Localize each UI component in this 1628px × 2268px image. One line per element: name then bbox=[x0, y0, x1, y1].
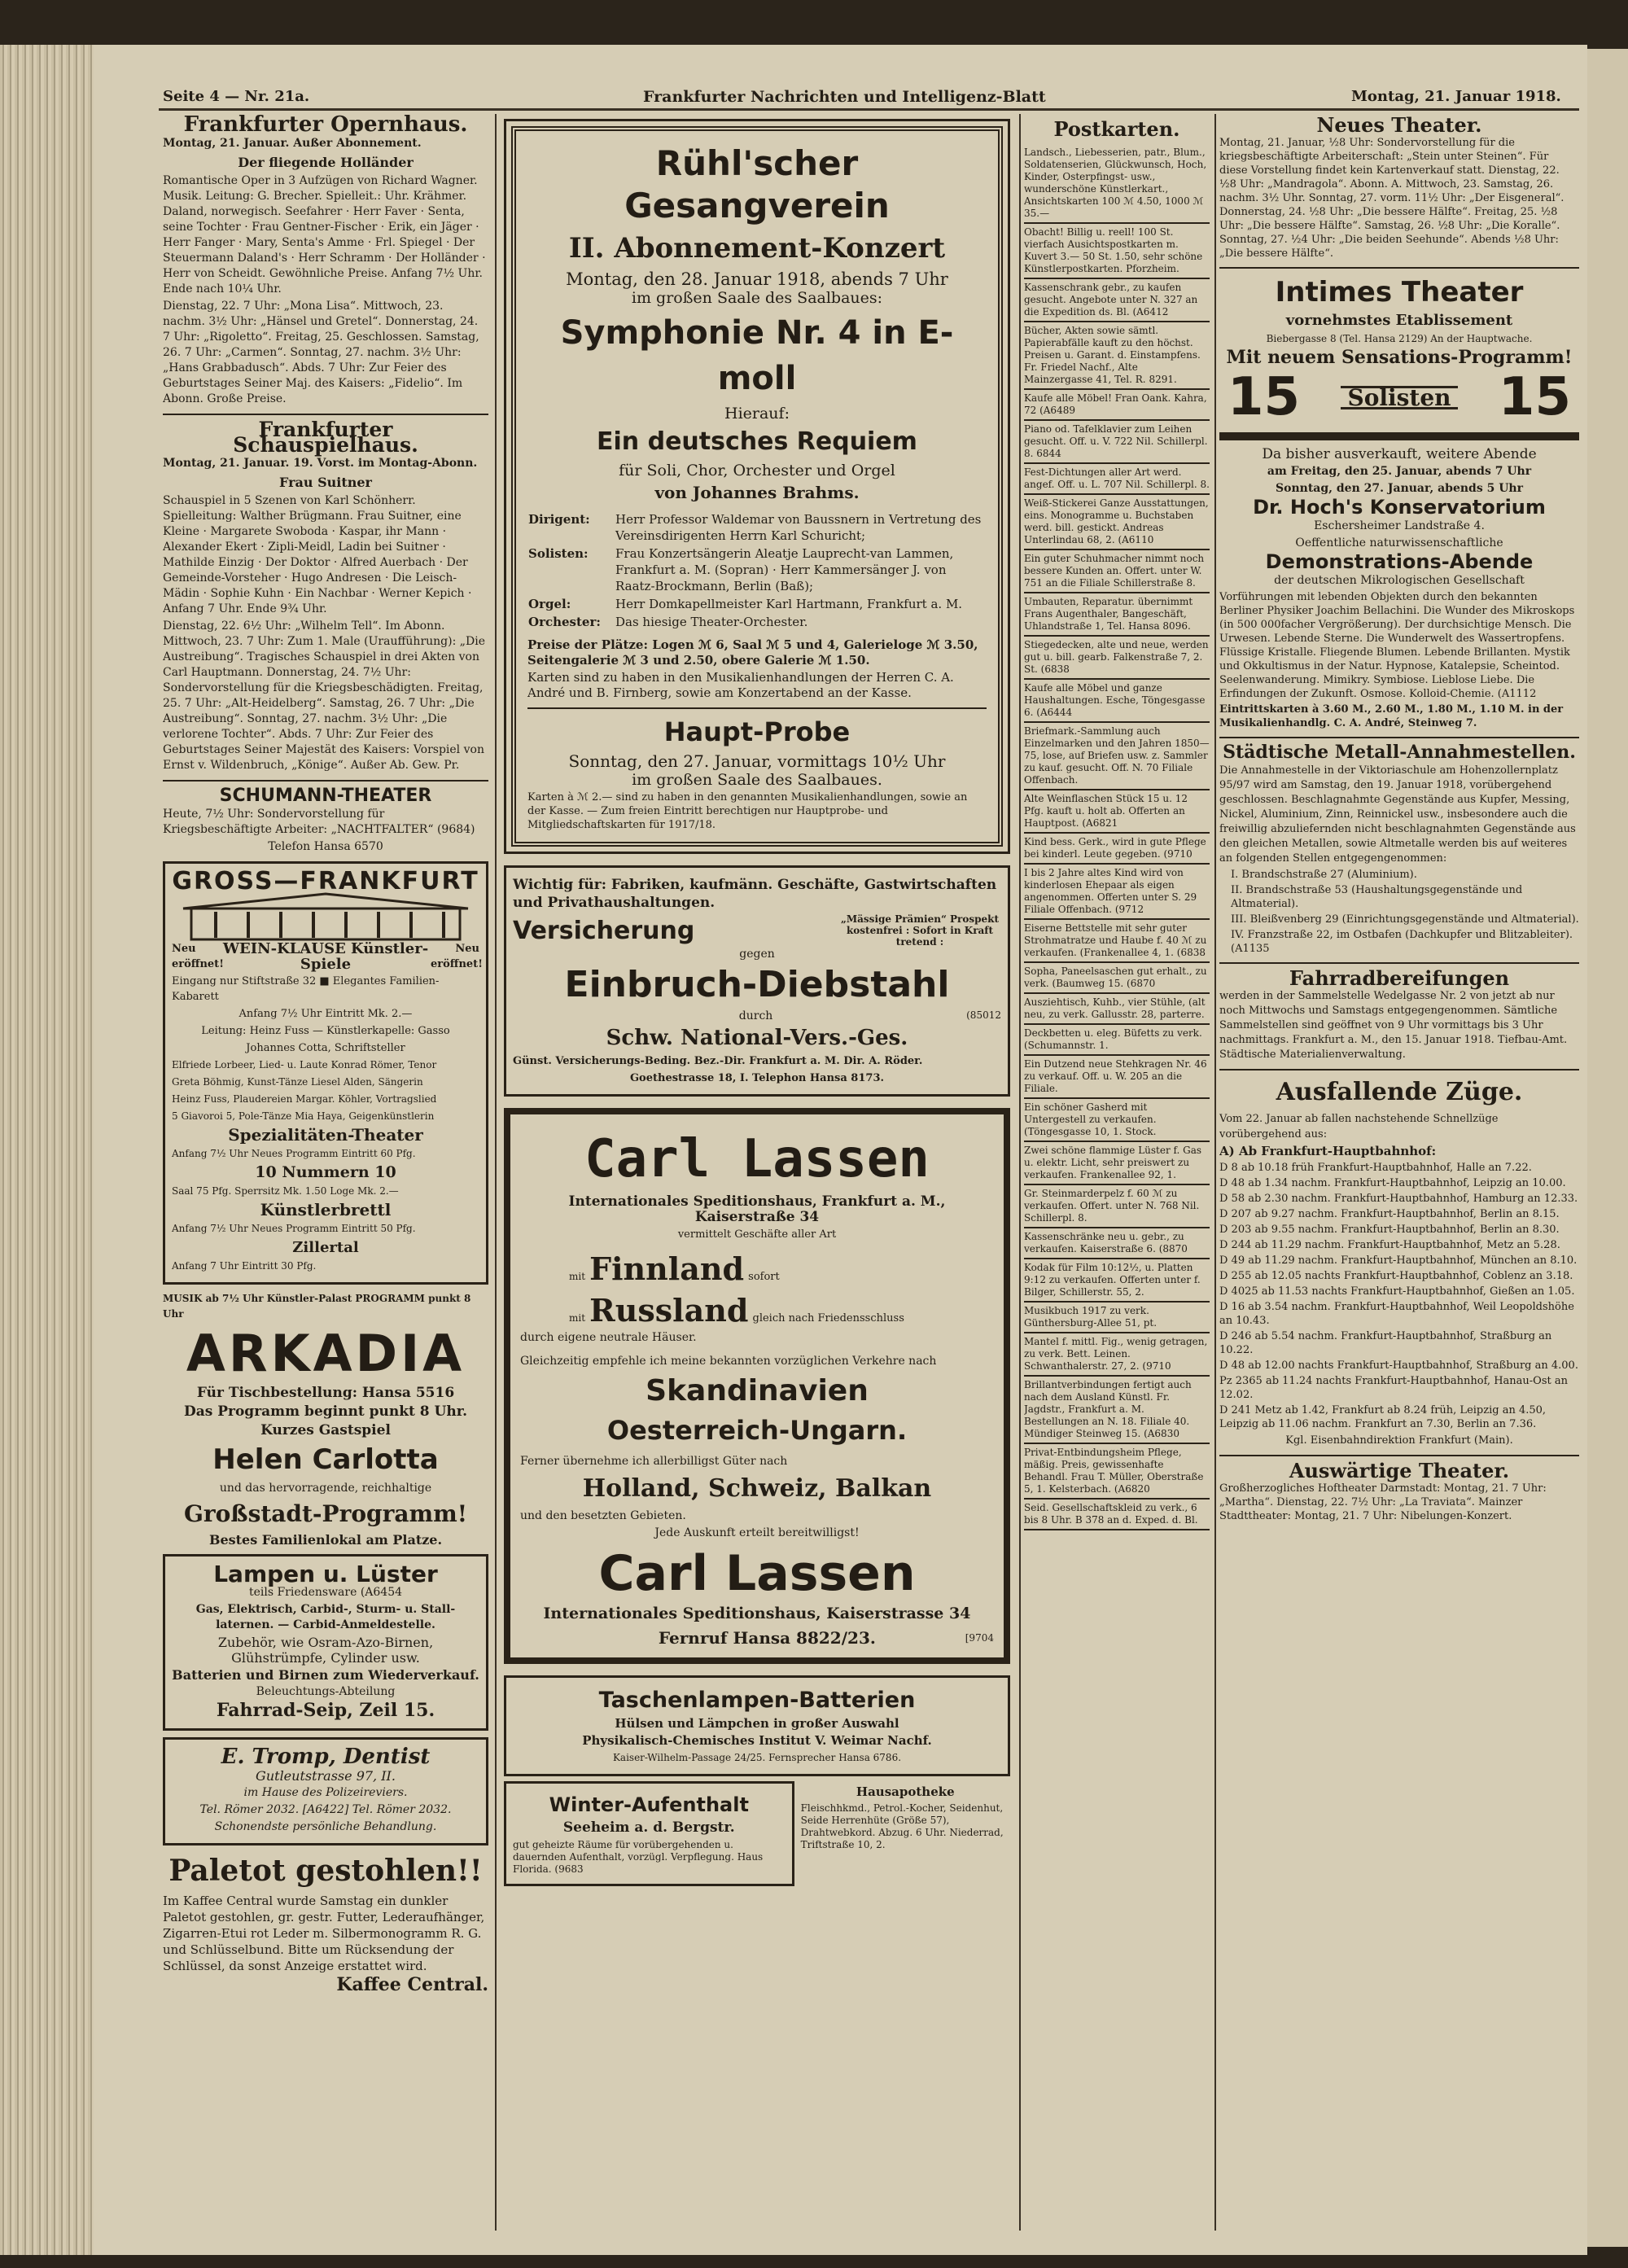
intimes-address: Biebergasse 8 (Tel. Hansa 2129) An der Hauptwache. bbox=[1266, 333, 1533, 344]
ruehl-prices: Preise der Plätze: Logen ℳ 6, Saal ℳ 5 und 4, Galerieloge ℳ 3.50, Seitengalerie ℳ 3 und 2.50, obere Galerie ℳ 1.50. bbox=[527, 637, 978, 668]
classified-ad: I bis 2 Jahre altes Kind wird von kinderlosen Ehepaar als eigen angenommen. Offerten unter S. 29 Filiale Offenbach. (9712 bbox=[1024, 865, 1210, 920]
schumann-text: Heute, 7½ Uhr: Sondervorstellung für Kriegsbeschäftigte Arbeiter: „NACHTFALTER“ (9684) bbox=[163, 808, 475, 836]
ruehl-role: Orchester: bbox=[528, 615, 601, 629]
kb-line: Anfang 7 Uhr Eintritt 30 Pfg. bbox=[172, 1260, 317, 1272]
ruehl-ad bbox=[511, 126, 1003, 847]
book-edge bbox=[0, 45, 98, 2255]
black-rule bbox=[1219, 432, 1579, 440]
fahrrad-title: Fahrradbereifungen bbox=[1289, 966, 1510, 990]
gross-line: Greta Böhmig, Kunst-Tänze Liesel Alden, Sängerin bbox=[172, 1076, 423, 1088]
opera-play: Der fliegende Holländer bbox=[238, 155, 414, 170]
gross-line: Eingang nur Stiftstraße 32 ■ Elegantes Familien-Kabarett bbox=[172, 975, 440, 1003]
lassen-jede: Jede Auskunft erteilt bereitwilligst! bbox=[654, 1526, 860, 1539]
vers-company: Schw. National-Vers.-Ges. bbox=[606, 1026, 908, 1050]
zuege-intro: Vom 22. Januar ab fallen nachstehende Schnellzüge vorübergehend aus: bbox=[1219, 1113, 1499, 1141]
ruehl-hierauf: Hierauf: bbox=[724, 405, 790, 423]
train-entry: D 58 ab 2.30 nachm. Frankfurt-Hauptbahnhof, Hamburg an 12.33. bbox=[1219, 1193, 1578, 1205]
paletot-sign: Kaffee Central. bbox=[336, 1974, 488, 1995]
lampen-line: Zubehör, wie Osram-Azo-Birnen, Glühstrümpfe, Cylinder usw. bbox=[217, 1635, 434, 1666]
divider bbox=[1219, 267, 1579, 269]
lassen-mit: mit bbox=[569, 1271, 586, 1282]
hoch-price: Eintrittskarten à 3.60 M., 2.60 M., 1.80 M., 1.10 M. in der Musikalienhandlg. C. A. André, Steinweg 7. bbox=[1219, 703, 1564, 729]
intimes-solisten: Solisten bbox=[1341, 386, 1457, 409]
classified-ad: Kassenschrank gebr., zu kaufen gesucht. Angebote unter N. 327 an die Expedition ds. Bl. (A6412 bbox=[1024, 279, 1210, 322]
lassen-code: [9704 bbox=[965, 1632, 994, 1644]
lassen-russland: Russland bbox=[589, 1292, 749, 1329]
opera-week: Dienstag, 22. 7 Uhr: „Mona Lisa“. Mittwoch, 23. nachm. 3½ Uhr: „Hänsel und Gretel“. Donnerstag, 24. 7 Uhr: „Rigoletto“. Freitag, 25. Geschlossen. Samstag, 26. 7 Uhr: „Carmen“. Sonntag, 27. nachm. 3½ Uhr: „Hans Grabbadusch“. Abds. 7 Uhr: Zur Feier des Geburtstages Seiner Maj. des Kaisers: „Fidelio“. Im Abonn. Große Preise. bbox=[163, 300, 479, 405]
metall-title: Städtische Metall-Annahmestellen. bbox=[1223, 742, 1576, 763]
classified-ad: Piano od. Tafelklavier zum Leihen gesucht. Off. u. V. 722 Nil. Schillerpl. 8. 6844 bbox=[1024, 421, 1210, 464]
arkadia-line: und das hervorragende, reichhaltige bbox=[219, 1482, 432, 1495]
hausapotheke-ad bbox=[801, 1781, 1010, 1886]
arkadia-line: Bestes Familienlokal am Platze. bbox=[208, 1532, 443, 1548]
intimes-num-right: 15 bbox=[1498, 367, 1571, 427]
metall-text: Die Annahmestelle in der Viktoriaschule am Hohenzollernplatz 95/97 wird am Samstag, den 19. Januar 1918, vorübergehend geschlossen. Beschlagnahmte Gegenstände aus Kupfer, Messing, Nickel, Aluminium, Zinn, Reinnickel usw., insbesondere auch die freiwillig abzuliefernden nicht beschlagnahmten Gegenstände aus den gleichen Metallen, sowie Altmetalle werden bis auf weiteres an folgenden Stellen entgegengenommen: bbox=[1219, 764, 1576, 865]
train-entry: D 244 ab 11.29 nachm. Frankfurt-Hauptbahnhof, Metz an 5.28. bbox=[1219, 1239, 1560, 1251]
gross-new-right: Neu eröffnet! bbox=[431, 943, 483, 970]
kuenstlerbrettl-title: Künstlerbrettl bbox=[260, 1200, 392, 1219]
train-entry: Pz 2365 ab 11.24 nachts Frankfurt-Hauptbahnhof, Hanau-Ost an 12.02. bbox=[1219, 1375, 1568, 1401]
schauspiel-week: Dienstag, 22. 6½ Uhr: „Wilhelm Tell“. Im Abonn. Mittwoch, 23. 7 Uhr: Zum 1. Male (Uraufführung): „Die Austreibung“. Tragisches Schauspiel in drei Akten von Carl Hauptmann. Donnerstag, 24. 7½ Uhr: Sondervorstellung für die Kriegsbeschädigten. Freitag, 25. 7 Uhr: „Alt-Heidelberg“. Samstag, 26. 7 Uhr: „Die Austreibung“. Sonntag, 27. nachm. 3½ Uhr: „Die verlorene Tochter“. Abds. 7 Uhr: Zur Feier des Geburtstages Seiner Majestät des Kaisers: Vorspiel von Ernst v. Wildenbruch, „Könige“. Außer Ab. Gew. Pr. bbox=[163, 620, 486, 772]
probe-date: Sonntag, den 27. Januar, vormittags 10½ Uhr bbox=[568, 751, 946, 771]
classified-ad: Mantel f. mittl. Fig., wenig getragen, zu verk. Bett. Leinen. Schwanthalerstr. 27, 2. (9710 bbox=[1024, 1333, 1210, 1377]
page-number: Seite 4 — Nr. 21a. bbox=[163, 88, 310, 105]
gross-main: WEIN-KLAUSE Künstler-Spiele bbox=[222, 940, 429, 973]
winter-ad bbox=[504, 1781, 794, 1886]
paletot-title: Paletot gestohlen!! bbox=[168, 1854, 483, 1888]
ruehl-person: Herr Professor Waldemar von Baussnern in Vertretung des Vereinsdirigenten Herrn Karl Schuricht; bbox=[615, 512, 982, 543]
arkadia-top: MUSIK ab 7½ Uhr Künstler-Palast PROGRAMM punkt 8 Uhr bbox=[163, 1293, 471, 1320]
train-entry: D 48 ab 1.34 nachm. Frankfurt-Hauptbahnhof, Leipzig an 10.00. bbox=[1219, 1177, 1566, 1189]
hoch-text-1: Da bisher ausverkauft, weitere Abende bbox=[1262, 446, 1537, 462]
classified-ad: Kind bess. Gerk., wird in gute Pflege bei kinderl. Leute gegeben. (9710 bbox=[1024, 834, 1210, 865]
probe-text: Karten à ℳ 2.— sind zu haben in den genannten Musikalienhandlungen, sowie an der Kasse. — Zum freien Eintritt berechtigen nur Hauptprobe- und Mitgliedschaftskarten für 1917/18. bbox=[527, 791, 968, 831]
ruehl-tickets: Karten sind zu haben in den Musikalienhandlungen der Herren C. A. André und B. Firnberg, sowie am Konzertabend an der Kasse. bbox=[527, 670, 954, 700]
classified-ad: Sopha, Paneelsaschen gut erhalt., zu verk. (Baumweg 15. (6870 bbox=[1024, 963, 1210, 994]
arkadia-line: Großstadt-Programm! bbox=[183, 1500, 468, 1527]
train-entry: D 241 Metz ab 1.42, Frankfurt ab 8.24 früh, Leipzig an 4.50, Leipzig ab 11.06 nachm. Frankfurt an 7.30, Berlin an 7.36. bbox=[1219, 1404, 1547, 1430]
train-entry: D 16 ab 3.54 nachm. Frankfurt-Hauptbahnhof, Weil Leopoldshöhe an 10.43. bbox=[1219, 1301, 1574, 1327]
classified-ad: Brillantverbindungen fertigt auch nach dem Ausland Künstl. Fr. Jagdstr., Frankfurt a. M. Bestellungen an N. 18. Filiale 40. Mündiger Steinweg 15. (A6830 bbox=[1024, 1377, 1210, 1444]
zuege-list bbox=[1219, 1161, 1579, 1431]
paper-title: Frankfurter Nachrichten und Intelligenz-Blatt bbox=[643, 88, 1046, 106]
schauspiel-text: Schauspiel in 5 Szenen von Karl Schönherr. Spielleitung: Walther Brügmann. Frau Suitner, eine Kleine · Margarete Swoboda · Kaspar, ihr Mann · Alexander Ekert · Zipli-Meidl, Ladin bei Suitner · Mathilde Einzig · Der Doktor · Alfred Auerbach · Der Gemeinde-Vorsteher · Hugo Andresen · Die Leisch-Mädin · Sophie Kuhn · Ein Nachbar · Werner Kepich · Anfang 7 Uhr. Ende 9¾ Uhr. bbox=[163, 494, 472, 615]
column-1 bbox=[163, 114, 488, 2231]
gross-line: 5 Giavoroi 5, Pole-Tänze Mia Haya, Geigenkünstlerin bbox=[172, 1110, 435, 1122]
column-2 bbox=[501, 114, 1013, 2231]
hoch-oeff: Oeffentliche naturwissenschaftliche bbox=[1295, 536, 1503, 549]
classified-ad: Eiserne Bettstelle mit sehr guter Strohmatratze und Haube f. 40 ℳ zu verkaufen. (Frankenallee 4, 1. (6838 bbox=[1024, 920, 1210, 963]
lassen-und: und den besetzten Gebieten. bbox=[520, 1509, 686, 1522]
ruehl-role: Solisten: bbox=[528, 546, 589, 561]
intimes-prog: Mit neuem Sensations-Programm! bbox=[1226, 347, 1573, 368]
divider bbox=[163, 414, 488, 415]
ruehl-for: für Soli, Chor, Orchester und Orgel bbox=[619, 462, 895, 479]
lassen-mit: mit bbox=[569, 1312, 586, 1324]
schauspiel-title: Frankfurter Schauspielhaus. bbox=[233, 418, 418, 457]
train-entry: D 48 ab 12.00 nachts Frankfurt-Hauptbahnhof, Straßburg an 4.00. bbox=[1219, 1359, 1578, 1372]
ruehl-title: Rühl'scher Gesangverein bbox=[624, 143, 890, 225]
divider bbox=[527, 707, 987, 709]
lassen-ad bbox=[504, 1108, 1010, 1664]
gross-line: Anfang 7½ Uhr Eintritt Mk. 2.— bbox=[239, 1008, 413, 1020]
postkarten-title: Postkarten. bbox=[1053, 117, 1180, 141]
vers-gegen: gegen bbox=[739, 948, 775, 961]
schumann-title: SCHUMANN-THEATER bbox=[219, 786, 432, 806]
classified-ad: Ein schöner Gasherd mit Untergestell zu verkaufen. (Töngesgasse 10, 1. Stock. bbox=[1024, 1099, 1210, 1142]
gross-line: Heinz Fuss, Plaudereien Margar. Köhler, Vortragslied bbox=[172, 1093, 437, 1105]
column-4 bbox=[1219, 114, 1579, 2231]
lampen-title: Lampen u. Lüster bbox=[213, 1561, 438, 1587]
auswaertige-title: Auswärtige Theater. bbox=[1289, 1459, 1510, 1482]
zuege-sub: A) Ab Frankfurt-Hauptbahnhof: bbox=[1219, 1144, 1437, 1158]
classified-ad: Seid. Gesellschaftskleid zu verk., 6 bis 8 Uhr. B 378 an d. Exped. d. Bl. bbox=[1024, 1500, 1210, 1530]
gross-line: Elfriede Lorbeer, Lied- u. Laute Konrad Römer, Tenor bbox=[172, 1059, 437, 1071]
ruehl-ad-frame bbox=[504, 119, 1010, 854]
arkadia-line: Helen Carlotta bbox=[212, 1443, 439, 1476]
vers-durch: durch bbox=[738, 1009, 773, 1022]
lampen-line: Beleuchtungs-Abteilung bbox=[256, 1685, 396, 1698]
neues-theater-title: Neues Theater. bbox=[1316, 114, 1482, 137]
winter-place: Seeheim a. d. Bergstr. bbox=[562, 1819, 735, 1836]
tasch-title: Taschenlampen-Batterien bbox=[598, 1688, 916, 1713]
tromp-line: Tel. Römer 2032. [A6422] Tel. Römer 2032. bbox=[199, 1803, 452, 1816]
winter-text: gut geheizte Räume für vorübergehenden u. dauernden Aufenthalt, vorzügl. Verpflegung. Haus Florida. (9683 bbox=[513, 1839, 764, 1875]
opera-title: Frankfurter Opernhaus. bbox=[183, 114, 468, 137]
classified-ad: Gr. Steinmarderpelz f. 60 ℳ zu verkaufen. Offert. unter N. 768 Nil. Schillerpl. 8. bbox=[1024, 1185, 1210, 1228]
lampen-ad bbox=[163, 1554, 488, 1731]
haus-text: Fleischhkmd., Petrol.-Kocher, Seidenhut, Seide Herrenhüte (Größe 57), Drahtwebkord. Abzug. 6 Uhr. Niederrad, Triftstraße 10, 2. bbox=[800, 1802, 1004, 1850]
metall-station: II. Brandschstraße 53 (Haushaltungsgegenstände und Altmaterial). bbox=[1231, 884, 1523, 910]
classified-ad: Kaufe alle Möbel und ganze Haushaltungen. Esche, Töngesgasse 6. (A6444 bbox=[1024, 680, 1210, 723]
haus-title: Hausapotheke bbox=[856, 1784, 955, 1799]
building-illustration bbox=[175, 892, 476, 941]
ruehl-role: Orgel: bbox=[528, 597, 571, 611]
classified-ad: Ausziehtisch, Kuhb., vier Stühle, (alt neu, zu verk. Gallusstr. 28, parterre. bbox=[1024, 994, 1210, 1025]
lassen-neutral: durch eigene neutrale Häuser. bbox=[520, 1331, 697, 1344]
gross-new-left: Neu eröffnet! bbox=[172, 943, 224, 970]
winter-title: Winter-Aufenthalt bbox=[549, 1793, 749, 1816]
lassen-phone: Fernruf Hansa 8822/23. bbox=[658, 1628, 876, 1648]
vers-address: Goethestrasse 18, I. Telephon Hansa 8173. bbox=[629, 1072, 885, 1084]
tromp-line: im Hause des Polizeireviers. bbox=[243, 1786, 408, 1799]
ruehl-person: Herr Domkapellmeister Karl Hartmann, Frankfurt a. M. bbox=[615, 597, 963, 611]
divider bbox=[1219, 1455, 1579, 1456]
tromp-title: E. Tromp, Dentist bbox=[221, 1745, 431, 1769]
train-entry: D 246 ab 5.54 nachm. Frankfurt-Hauptbahnhof, Straßburg an 10.22. bbox=[1219, 1330, 1552, 1356]
hoch-demo: Demonstrations-Abende bbox=[1265, 550, 1534, 573]
tasch-institute: Physikalisch-Chemisches Institut V. Weimar Nachf. bbox=[582, 1733, 932, 1748]
tasch-address: Kaiser-Wilhelm-Passage 24/25. Fernsprecher Hansa 6786. bbox=[612, 1752, 902, 1763]
classified-ad: Landsch., Liebesserien, patr., Blum., Soldatenserien, Glückwunsch, Hoch, Kinder, Osterpfingst- usw., wunderschöne Künstlerkart., Ansichtskarten 100 ℳ 4.50, 1000 ℳ 35.— bbox=[1024, 144, 1210, 224]
column-3 bbox=[1024, 114, 1210, 2231]
probe-place: im großen Saale des Saalbaues. bbox=[632, 771, 882, 789]
lampen-line: Batterien und Birnen zum Wiederverkauf. bbox=[172, 1667, 479, 1683]
vers-side: „Mässige Prämien“ Prospekt kostenfrei : Sofort in Kraft tretend : bbox=[840, 913, 1000, 948]
ruehl-subtitle: II. Abonnement-Konzert bbox=[568, 232, 946, 265]
classified-ad: Kassenschränke neu u. gebr., zu verkaufen. Kaiserstraße 6. (8870 bbox=[1024, 1228, 1210, 1259]
train-entry: D 4025 ab 11.53 nachts Frankfurt-Hauptbahnhof, Gießen an 1.05. bbox=[1219, 1285, 1575, 1298]
train-entry: D 203 ab 9.55 nachm. Frankfurt-Hauptbahnhof, Berlin an 8.30. bbox=[1219, 1224, 1560, 1236]
classified-ad: Stiegedecken, alte und neue, werden gut u. bill. gearb. Falkenstraße 7, 2. St. (6838 bbox=[1024, 637, 1210, 680]
ruehl-by: von Johannes Brahms. bbox=[654, 483, 860, 502]
lampen-line: teils Friedensware (A6454 bbox=[248, 1586, 403, 1599]
classified-ad: Deckbetten u. eleg. Büfetts zu verk. (Schumannstr. 1. bbox=[1024, 1025, 1210, 1056]
column-rule-2 bbox=[1019, 114, 1021, 2231]
classified-ad: Briefmark.-Sammlung auch Einzelmarken und den Jahren 1850—75, lose, auf Briefen usw. z. Sammler zu kauf. gesucht. Off. N. 70 Filiale Offenbach. bbox=[1024, 723, 1210, 790]
header-rule bbox=[159, 108, 1579, 111]
arkadia-line: Kurzes Gastspiel bbox=[260, 1422, 391, 1438]
zuege-title: Ausfallende Züge. bbox=[1276, 1078, 1523, 1106]
classified-ad: Ein guter Schuhmacher nimmt noch bessere Kunden an. Offert. unter W. 751 an die Filiale Schillerstraße 8. bbox=[1024, 550, 1210, 593]
intimes-sub: vornehmstes Etablissement bbox=[1285, 312, 1513, 329]
column-rule-1 bbox=[495, 114, 497, 2231]
tromp-line: Gutleutstrasse 97, II. bbox=[256, 1768, 396, 1784]
arkadia-line: Für Tischbestellung: Hansa 5516 bbox=[196, 1385, 455, 1401]
issue-date: Montag, 21. Januar 1918. bbox=[1351, 88, 1561, 105]
divider bbox=[1219, 962, 1579, 964]
ruehl-symphony: Symphonie Nr. 4 in E-moll bbox=[560, 314, 954, 397]
hoch-address: Eschersheimer Landstraße 4. bbox=[1314, 519, 1485, 532]
lassen-skandinavien: Skandinavien bbox=[646, 1374, 869, 1408]
classified-ad: Ein Dutzend neue Stehkragen Nr. 46 zu verkauf. Off. u. W. 205 an die Filiale. bbox=[1024, 1056, 1210, 1099]
ruehl-people bbox=[527, 510, 987, 631]
lampen-line: Fahrrad-Seip, Zeil 15. bbox=[216, 1700, 435, 1721]
tasch-text: Hülsen und Lämpchen in großer Auswahl bbox=[615, 1716, 899, 1731]
lassen-title: Carl Lassen bbox=[584, 1129, 930, 1189]
metall-station: IV. Franzstraße 22, im Ostbafen (Dachkupfer und Blitzableiter). (A1135 bbox=[1231, 929, 1573, 955]
ruehl-person: Das hiesige Theater-Orchester. bbox=[615, 615, 808, 629]
hoch-title: Dr. Hoch's Konservatorium bbox=[1253, 496, 1546, 519]
vers-num: (85012 bbox=[966, 1009, 1001, 1021]
kb-line: Anfang 7½ Uhr Neues Programm Eintritt 50 Pfg. bbox=[172, 1223, 416, 1234]
lassen-sofort: sofort bbox=[748, 1271, 780, 1283]
neues-theater-text: Montag, 21. Januar, ½8 Uhr: Sondervorstellung für die kriegsbeschäftigte Arbeiterschaft: „Stein unter Steinen“. Für diese Vorstellung findet kein Kartenverkauf statt. Dienstag, 22. ½8 Uhr: „Mandragola“. Abonn. A. Mittwoch, 23. Samstag, 26. nachm. 3½ Uhr. Sonntag, 27. vorm. 11½ Uhr: „Der Eisgeneral“. Donnerstag, 24. ½8 Uhr: „Die bessere Hälfte“. Freitag, 25. ½8 Uhr: „Die bessere Hälfte“. Samstag, 26. ½8 Uhr: „Die Koralle“. Sonntag, 27. ½4 Uhr: „Die beiden Seehunde“. Abends ½8 Uhr: „Die bessere Hälfte“. bbox=[1219, 137, 1565, 260]
lassen-hsb: Holland, Schweiz, Balkan bbox=[582, 1474, 932, 1503]
divider bbox=[163, 780, 488, 782]
gross-line: Johannes Cotta, Schriftsteller bbox=[246, 1042, 405, 1054]
arkadia-line: Das Programm beginnt punkt 8 Uhr. bbox=[183, 1403, 468, 1420]
kb-line: Zillertal bbox=[292, 1239, 359, 1256]
hoch-ges: der deutschen Mikrologischen Gesellschaft bbox=[1274, 574, 1525, 587]
gross-title: GROSS—FRANKFURT bbox=[172, 867, 479, 895]
lampen-line: Gas, Elektrisch, Carbid-, Sturm- u. Stall-laternen. — Carbid-Anmeldestelle. bbox=[195, 1603, 456, 1631]
classified-ad: Privat-Entbindungsheim Pflege, mäßig. Preis, gewissenhafte Behandl. Frau T. Müller, Oberstraße 5, 1. Kelsterbach. (A6820 bbox=[1024, 1444, 1210, 1500]
classified-ad: Fest-Dichtungen aller Art werd. angef. Off. u. L. 707 Nil. Schillerpl. 8. bbox=[1024, 464, 1210, 495]
taschenlampen-ad bbox=[504, 1675, 1010, 1776]
vers-foot: Günst. Versicherungs-Beding. Bez.-Dir. Frankfurt a. M. Dir. A. Röder. bbox=[513, 1055, 923, 1067]
intimes-title: Intimes Theater bbox=[1275, 276, 1524, 309]
metall-list bbox=[1219, 868, 1579, 956]
classified-ad: Zwei schöne flammige Lüster f. Gas u. elektr. Licht, sehr preiswert zu verkaufen. Frankenallee 92, 1. bbox=[1024, 1142, 1210, 1185]
tromp-ad bbox=[163, 1737, 488, 1845]
fahrrad-text: werden in der Sammelstelle Wedelgasse Nr. 2 von jetzt ab nur noch Mittwochs und Samstags entgegengenommen. Sämtliche Sammelstellen sind geöffnet von 9 Uhr vormittags bis 3 Uhr nachmittags. Frankfurt a. M., den 15. Januar 1918. Tiefbau-Amt. Städtische Materialienverwaltung. bbox=[1219, 990, 1568, 1061]
ruehl-person: Frau Konzertsängerin Aleatje Lauprecht-van Lammen, Frankfurt a. M. (Sopran) · Herr Kammersänger J. von Raatz-Brockmann, Berlin (Baß); bbox=[615, 546, 954, 593]
classified-ad: Bücher, Akten sowie sämtl. Papierabfälle kauft zu den höchst. Preisen u. Garant. d. Einstampfens. Fr. Friedel Nachf., Alte Mainzergasse 41, Tel. R. 8291. bbox=[1024, 322, 1210, 390]
lassen-ferner: Ferner übernehme ich allerbilligst Güter nach bbox=[520, 1455, 788, 1468]
train-entry: D 49 ab 11.29 nachm. Frankfurt-Hauptbahnhof, München an 8.10. bbox=[1219, 1254, 1578, 1267]
versicherung-ad bbox=[504, 865, 1010, 1097]
train-entry: D 207 ab 9.27 nachm. Frankfurt-Hauptbahnhof, Berlin an 8.15. bbox=[1219, 1208, 1560, 1220]
lassen-title-2: Carl Lassen bbox=[598, 1545, 916, 1602]
gross-line: Leitung: Heinz Fuss — Künstlerkapelle: Gasso bbox=[201, 1025, 450, 1037]
probe-title: Haupt-Probe bbox=[663, 716, 851, 747]
classified-ad: Alte Weinflaschen Stück 15 u. 12 Pfg. kauft u. holt ab. Offerten an Hauptpost. (A6821 bbox=[1024, 790, 1210, 834]
lassen-frieden: gleich nach Friedensschluss bbox=[752, 1312, 904, 1324]
lassen-gleich: Gleichzeitig empfehle ich meine bekannten vorzüglichen Verkehre nach bbox=[520, 1355, 937, 1368]
column-rule-3 bbox=[1214, 114, 1216, 2231]
vers-top: Wichtig für: Fabriken, kaufmänn. Geschäfte, Gastwirtschaften und Privathaushaltungen. bbox=[513, 877, 997, 911]
spez-line: Anfang 7½ Uhr Neues Programm Eintritt 60 Pfg. bbox=[172, 1148, 416, 1159]
classified-list bbox=[1024, 144, 1210, 1530]
lassen-verm: vermittelt Geschäfte aller Art bbox=[677, 1228, 837, 1241]
lassen-oesterreich: Oesterreich-Ungarn. bbox=[606, 1415, 908, 1446]
lassen-subtitle: Internationales Speditionshaus, Frankfurt a. M., Kaiserstraße 34 bbox=[568, 1193, 946, 1225]
classified-ad: Kodak für Film 10:12½, u. Platten 9:12 zu verkaufen. Offerten unter f. Bilger, Schillerstr. 55, 2. bbox=[1024, 1259, 1210, 1303]
train-entry: D 8 ab 10.18 früh Frankfurt-Hauptbahnhof, Halle an 7.22. bbox=[1219, 1162, 1532, 1174]
next-page-edge bbox=[1587, 49, 1628, 2247]
hoch-text-2: am Freitag, den 25. Januar, abends 7 Uhr bbox=[1267, 465, 1532, 478]
gross-frankfurt-ad bbox=[163, 861, 488, 1285]
ruehl-date: Montag, den 28. Januar 1918, abends 7 Uhr bbox=[566, 269, 948, 289]
schauspiel-date: Montag, 21. Januar. 19. Vorst. im Montag-Abonn. bbox=[163, 457, 478, 470]
vers-main: Einbruch-Diebstahl bbox=[564, 964, 950, 1005]
zuege-sign: Kgl. Eisenbahndirektion Frankfurt (Main). bbox=[1285, 1434, 1513, 1447]
classified-ad: Musikbuch 1917 zu verk. Günthersburg-Allee 51, pt. bbox=[1024, 1303, 1210, 1333]
metall-station: I. Brandschstraße 27 (Aluminium). bbox=[1231, 869, 1417, 881]
divider bbox=[1219, 1069, 1579, 1071]
auswaertige-text: Großherzogliches Hoftheater Darmstadt: Montag, 21. 7 Uhr: „Martha“. Dienstag, 22. 7½ Uhr: „La Traviata“. Mainzer Stadttheater: Montag, 21. 7 Uhr: Nibelungen-Konzert. bbox=[1219, 1482, 1547, 1522]
classified-ad: Umbauten, Reparatur. übernimmt Frans Augenthaler, Bangeschäft, Uhlandstraße 1, Tel. Hansa 8096. bbox=[1024, 593, 1210, 637]
gross-phone: Telefon Hansa 6570 bbox=[268, 840, 383, 853]
ruehl-role: Dirigent: bbox=[528, 512, 590, 527]
metall-station: III. Bleißvenberg 29 (Einrichtungsgegenstände und Altmaterial). bbox=[1231, 913, 1579, 926]
opera-text: Romantische Oper in 3 Aufzügen von Richard Wagner. Musik. Leitung: G. Brecher. Spielleit.: Uhr. Krähmer. Daland, norwegisch. Seefahrer · Herr Faver · Senta, seine Tochter · Frau Gentner-Fischer · Erik, ein Jäger · Herr Fanger · Mary, Senta's Amme · Frl. Spiegel · Der Steuermann Daland's · Herr Schramm · Der Holländer · Herr von Scheidt. Gewöhnliche Preise. Anfang 7½ Uhr. Ende nach 10¼ Uhr. bbox=[163, 174, 486, 296]
ruehl-requiem: Ein deutsches Requiem bbox=[597, 427, 917, 456]
lassen-finnland: Finnland bbox=[589, 1250, 745, 1287]
ruehl-place: im großen Saale des Saalbaues: bbox=[631, 289, 883, 307]
train-entry: D 255 ab 12.05 nachts Frankfurt-Hauptbahnhof, Coblenz an 3.18. bbox=[1219, 1270, 1573, 1282]
classified-ad: Kaufe alle Möbel! Fran Oank. Kahra, 72 (A6489 bbox=[1024, 390, 1210, 421]
intimes-num-left: 15 bbox=[1228, 367, 1301, 427]
spez-line: 10 Nummern 10 bbox=[255, 1163, 396, 1181]
divider bbox=[1219, 737, 1579, 738]
classified-ad: Weiß-Stickerei Ganze Ausstattungen, eins. Monogramme u. Buchstaben werd. bill. gestickt. Andreas Unterlindau 68, 2. (A6110 bbox=[1024, 495, 1210, 550]
schauspiel-play: Frau Suitner bbox=[279, 475, 372, 490]
lassen-address-2: Internationales Speditionshaus, Kaiserstrasse 34 bbox=[543, 1605, 971, 1622]
spez-line: Saal 75 Pfg. Sperrsitz Mk. 1.50 Loge Mk. 2.— bbox=[172, 1185, 399, 1197]
spezialitaeten-title: Spezialitäten-Theater bbox=[228, 1125, 423, 1145]
hoch-text-3: Sonntag, den 27. Januar, abends 5 Uhr bbox=[1276, 482, 1523, 495]
opera-date: Montag, 21. Januar. Außer Abonnement. bbox=[163, 137, 422, 150]
tromp-line: Schonendste persönliche Behandlung. bbox=[214, 1820, 437, 1833]
arkadia-title: ARKADIA bbox=[186, 1324, 466, 1383]
classified-ad: Obacht! Billig u. reell! 100 St. vierfach Ausichtspostkarten m. Kuvert 3.— 50 St. 1.50, sehr schöne Künstlerpostkarten. Pforzheim. bbox=[1024, 224, 1210, 279]
vers-title: Versicherung bbox=[513, 916, 695, 945]
hoch-body: Vorführungen mit lebenden Objekten durch den bekannten Berliner Physiker Joachim Bellachini. Die Wunder des Mikroskops (in 500 000facher Vergrößerung). Der durchsichtige Mensch. Die Urwesen. Lebende Sterne. Die Wunderwelt des Wassertropfens. Flüssige Kristalle. Fliegende Blumen. Lebende Brillanten. Mystik und Okkultismus in der Natur. Hypnose, Katalepsie, Scheintod. Seelenwanderung. Mimikry. Symbiose. Lieblose Liebe. Die Erfindungen der Zukunft. Osmose. Kolloid-Chemie. (A1112 bbox=[1219, 591, 1575, 700]
paletot-text: Im Kaffee Central wurde Samstag ein dunkler Paletot gestohlen, gr. gestr. Futter, Lederaufhänger, Zigarren-Etui rot Leder m. Silbermonogramm R. G. und Schlüsselbund. Bitte um Rücksendung der Schlüssel, da sonst Anzeige erstattet wird. bbox=[163, 1894, 485, 1973]
